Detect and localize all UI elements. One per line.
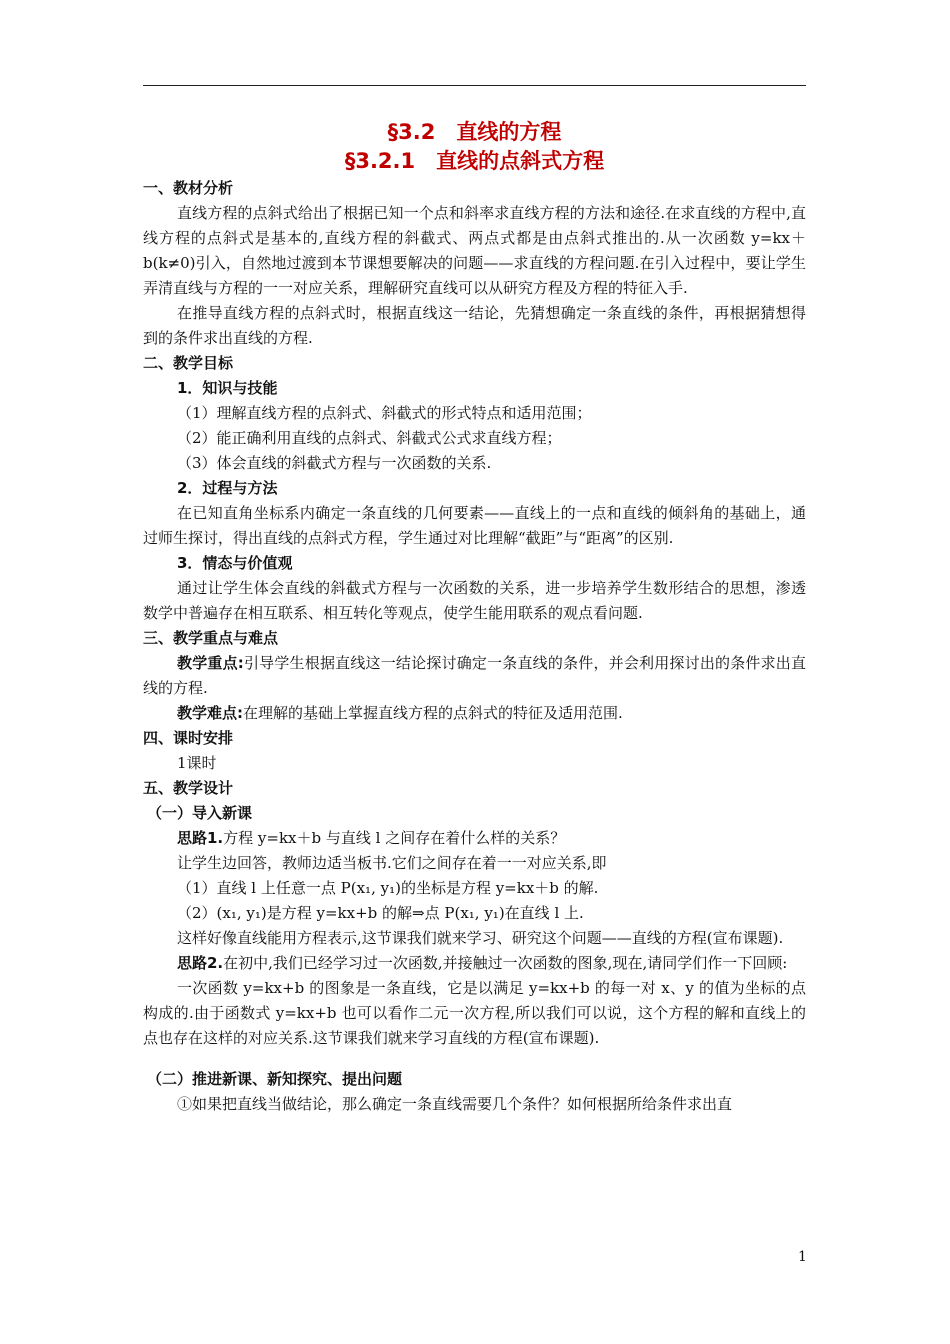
idea-1-label: 思路1. [177,829,224,847]
idea-2-text: 在初中,我们已经学习过一次函数,并接触过一次函数的图象,现在,请同学们作一下回顾: [223,954,788,972]
list-item: （1）理解直线方程的点斜式、斜截式的形式特点和适用范围； [177,404,592,422]
paragraph: 这样好像直线能用方程表示,这节课我们就来学习、研究这个问题——直线的方程(宣布课题). [177,929,784,947]
heading-knowledge-skills: 1．知识与技能 [177,379,278,397]
key-point-label: 教学重点: [177,654,244,672]
paragraph-key-point [143,651,806,701]
paragraph: 1课时 [177,754,217,772]
spacer [143,1051,806,1067]
heading-teaching-design: 五、教学设计 [143,779,234,797]
heading-key-difficult-points: 三、教学重点与难点 [143,629,279,647]
list-item: （3）体会直线的斜截式方程与一次函数的关系. [177,454,492,472]
paragraph: 让学生边回答，教师边适当板书.它们之间存在着一一对应关系,即 [177,854,607,872]
heading-process-methods: 2．过程与方法 [177,479,278,497]
paragraph: 在已知直角坐标系内确定一条直线的几何要素——直线上的一点和直线的倾斜角的基础上，通过师生探讨，得出直线的点斜式方程，学生通过对比理解“截距”与“距离”的区别. [143,504,806,547]
difficult-point-label: 教学难点: [177,704,243,722]
section-title: §3.2 直线的方程 [387,120,562,144]
key-point-text: 引导学生根据直线这一结论探讨确定一条直线的条件，并会利用探讨出的条件求出直线的方程. [143,654,806,697]
heading-teaching-goals: 二、教学目标 [143,354,234,372]
heading-new-lesson: （二）推进新课、新知探究、提出问题 [147,1070,403,1088]
paragraph: 直线方程的点斜式给出了根据已知一个点和斜率求直线方程的方法和途径.在求直线的方程中,直线方程的点斜式是基本的,直线方程的斜截式、两点式都是由点斜式推出的.从一次函数 y=kx＋b(k≠0)引入，自然地过渡到本节课想要解决的问题——求直线的方程问题.在引入过程中，要让学生弄清直线与方程的一一对应关系，理解研究直线可以从研究方程及方程的特征入手. [143,204,806,297]
document-body [143,118,806,1117]
page-number: 1 [798,1249,807,1265]
header-rule [143,85,806,86]
heading-introduction: （一）导入新课 [147,804,253,822]
heading-attitude-values: 3．情态与价值观 [177,554,293,572]
idea-2-label: 思路2. [177,954,224,972]
list-item: （2）能正确利用直线的点斜式、斜截式公式求直线方程； [177,429,562,447]
paragraph: 在推导直线方程的点斜式时，根据直线这一结论，先猜想确定一条直线的条件，再根据猜想得到的条件求出直线的方程. [143,304,806,347]
idea-1-text: 方程 y=kx＋b 与直线 l 之间存在着什么样的关系？ [223,829,566,847]
list-item: （1）直线 l 上任意一点 P(x₁, y₁)的坐标是方程 y=kx＋b 的解. [177,879,599,897]
paragraph: 一次函数 y=kx+b 的图象是一条直线，它是以满足 y=kx+b 的每一对 x、y 的值为坐标的点构成的.由于函数式 y=kx+b 也可以看作二元一次方程,所以我们可以说，这个方程的解和直线上的点也存在这样的对应关系.这节课我们就来学习直线的方程(宣布课题). [143,979,806,1047]
paragraph: 通过让学生体会直线的斜截式方程与一次函数的关系，进一步培养学生数形结合的思想，渗透数学中普遍存在相互联系、相互转化等观点，使学生能用联系的观点看问题. [143,579,806,622]
subsection-title: §3.2.1 直线的点斜式方程 [344,149,605,173]
paragraph-difficult-point [143,701,806,726]
paragraph-idea-2 [143,951,806,976]
difficult-point-text: 在理解的基础上掌握直线方程的点斜式的特征及适用范围. [243,704,623,722]
paragraph-question-1: ①如果把直线当做结论，那么确定一条直线需要几个条件？如何根据所给条件求出直 [177,1095,733,1113]
list-item: （2）(x₁, y₁)是方程 y=kx+b 的解⇒点 P(x₁, y₁)在直线 l 上. [177,904,584,922]
heading-textbook-analysis: 一、教材分析 [143,179,234,197]
heading-schedule: 四、课时安排 [143,729,234,747]
paragraph-idea-1 [143,826,806,851]
